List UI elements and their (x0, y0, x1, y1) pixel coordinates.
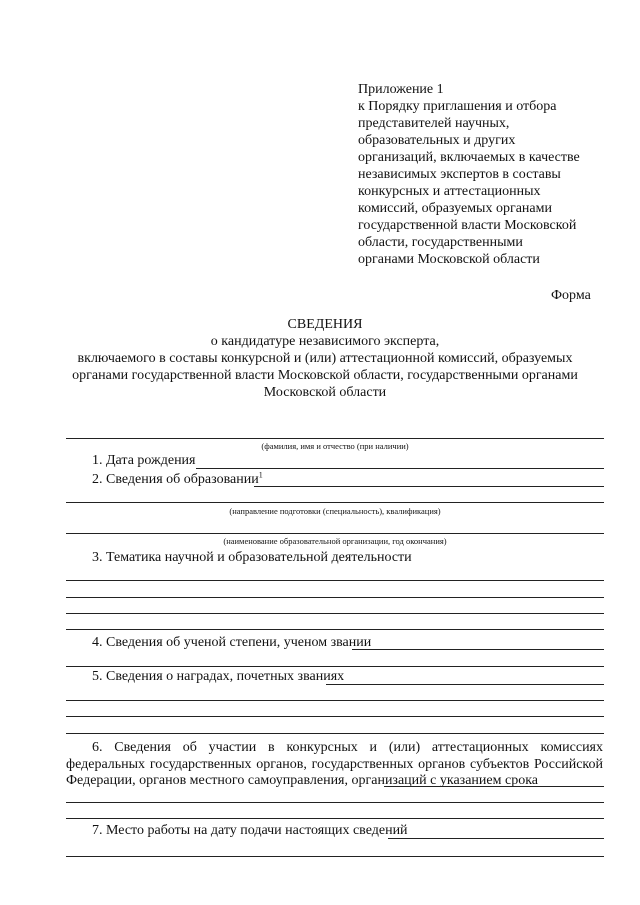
institution-caption: (наименование образовательной организации, год окончания) (223, 536, 447, 546)
commissions-field-line[interactable] (66, 802, 604, 803)
annex-line: организаций, включаемых в качестве (358, 150, 580, 165)
annex-line: государственной власти Московской (358, 218, 577, 233)
annex-line: представителей научных, (358, 116, 510, 131)
footnote-marker: 1 (258, 470, 263, 480)
title-line: включаемого в составы конкурсной и (или) аттестационной комиссий, образуемых (77, 351, 573, 366)
annex-line: области, государственными (358, 235, 523, 250)
education-label: 2. Сведения об образовании$^1$ (92, 470, 263, 487)
institution-field-line[interactable] (66, 533, 604, 534)
birth-date-label: 1. Дата рождения (92, 453, 196, 468)
commissions-field-line[interactable] (66, 818, 604, 819)
commissions-field-line[interactable] (384, 786, 604, 787)
research-topics-field-line[interactable] (66, 613, 604, 614)
awards-field-line[interactable] (66, 700, 604, 701)
commissions-label: 6. Сведения об участии в конкурсных и (или) аттестационных комиссиях федеральных государственных органов, государственных органов субъектов Российской Федерации, органов местного самоуправления, организаций с указанием срока (66, 740, 603, 788)
annex-line: к Порядку приглашения и отбора (358, 99, 557, 114)
awards-field-line[interactable] (326, 684, 604, 685)
research-topics-field-line[interactable] (66, 580, 604, 581)
annex-line: независимых экспертов в составы (358, 167, 561, 182)
title-line: органами государственной власти Московской области, государственными органами (72, 368, 578, 383)
degree-field-line[interactable] (352, 649, 604, 650)
annex-line: комиссий, образуемых органами (358, 201, 552, 216)
fio-field-line[interactable] (66, 438, 604, 439)
document-title (40, 316, 610, 401)
title-line: Московской области (263, 385, 387, 400)
title-line: о кандидатуре независимого эксперта, (210, 334, 440, 349)
workplace-field-line[interactable] (388, 838, 604, 839)
workplace-field-line[interactable] (66, 856, 604, 857)
birth-date-field-line[interactable] (196, 468, 604, 469)
specialty-caption: (направление подготовки (специальность), квалификация) (229, 506, 441, 516)
degree-label: 4. Сведения об ученой степени, ученом звании (92, 635, 372, 650)
degree-field-line[interactable] (66, 666, 604, 667)
annex-line: образовательных и других (358, 133, 516, 148)
awards-field-line[interactable] (66, 733, 604, 734)
research-topics-field-line[interactable] (66, 629, 604, 630)
title-heading: СВЕДЕНИЯ (287, 317, 363, 332)
annex-line: конкурсных и аттестационных (358, 184, 541, 199)
specialty-field-line[interactable] (66, 502, 604, 503)
awards-field-line[interactable] (66, 716, 604, 717)
fio-caption: (фамилия, имя и отчество (при наличии) (261, 441, 409, 451)
research-topics-field-line[interactable] (66, 597, 604, 598)
workplace-label: 7. Место работы на дату подачи настоящих сведений (92, 823, 408, 838)
form-label: Форма (551, 288, 591, 303)
education-field-line[interactable] (254, 486, 604, 487)
awards-label: 5. Сведения о наградах, почетных званиях (92, 669, 345, 684)
annex-line: Приложение 1 (358, 82, 444, 97)
annex-line: органами Московской области (358, 252, 540, 267)
research-topics-label: 3. Тематика научной и образовательной деятельности (92, 550, 412, 565)
annex-block (358, 81, 628, 268)
